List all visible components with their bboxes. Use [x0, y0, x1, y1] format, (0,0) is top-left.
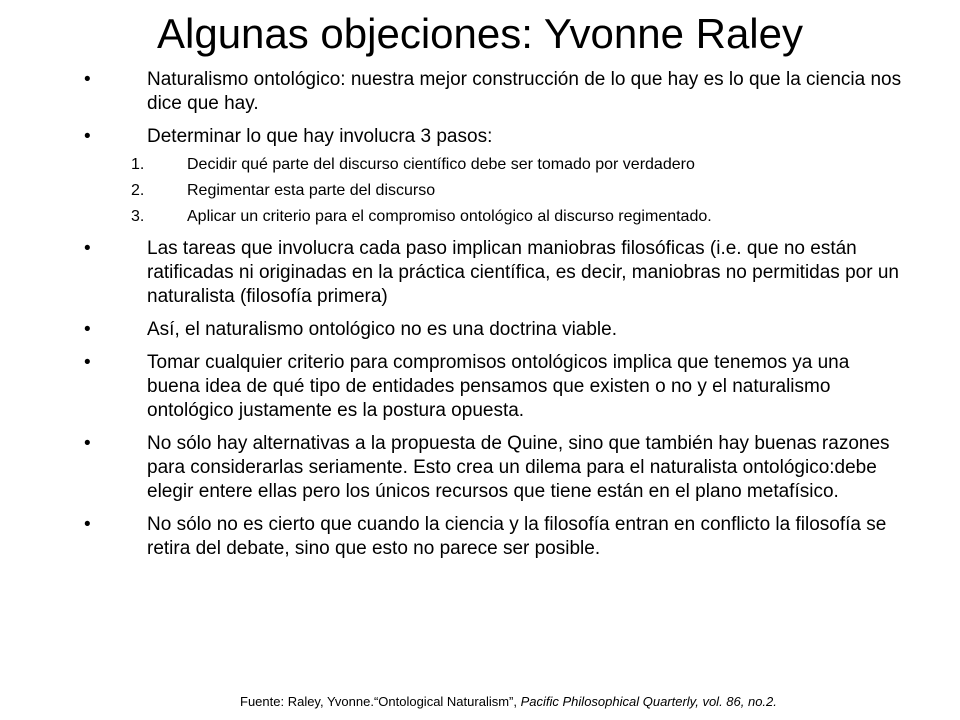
step-item	[84, 154, 904, 176]
bullet-icon: •	[84, 126, 91, 147]
step-text: Aplicar un criterio para el compromiso ontológico al discurso regimentado.	[187, 208, 712, 225]
bullet-list	[84, 68, 904, 149]
bullet-icon: •	[84, 238, 91, 259]
bullet-item	[84, 351, 904, 423]
bullet-icon: •	[84, 319, 91, 340]
step-number: 1.	[131, 156, 145, 173]
bullet-list	[84, 237, 904, 561]
source-journal: Pacific Philosophical Quarterly, vol. 86, no.2.	[520, 694, 777, 709]
bullet-text: Determinar lo que hay involucra 3 pasos:	[147, 126, 493, 147]
step-item	[84, 206, 904, 228]
source-text: Fuente: Raley, Yvonne.“Ontological Naturalism”,	[240, 694, 521, 709]
bullet-item	[84, 513, 904, 561]
bullet-item	[84, 125, 904, 149]
bullet-text: Así, el naturalismo ontológico no es una doctrina viable.	[147, 319, 617, 340]
bullet-item	[84, 68, 904, 116]
bullet-text: No sólo no es cierto que cuando la ciencia y la filosofía entran en conflicto la filosofía se retira del debate, sino que esto no parece ser posible.	[147, 514, 887, 559]
source-citation	[240, 693, 777, 711]
bullet-icon: •	[84, 352, 91, 373]
step-number: 2.	[131, 182, 145, 199]
bullet-item	[84, 432, 904, 504]
bullet-icon: •	[84, 433, 91, 454]
slide-title: Algunas objeciones: Yvonne Raley	[156, 10, 804, 57]
bullet-item	[84, 318, 904, 342]
step-item	[84, 180, 904, 202]
bullet-text: Tomar cualquier criterio para compromisos ontológicos implica que tenemos ya una buena idea de qué tipo de entidades pensamos que existen o no y el naturalismo ontológico justamente es la postura opuesta.	[147, 352, 850, 421]
bullet-icon: •	[84, 69, 91, 90]
bullet-text: Las tareas que involucra cada paso implican maniobras filosóficas (i.e. que no están ratificadas ni originadas en la práctica científica, es decir, maniobras no permitidas por un naturalista (filosofía primera)	[147, 238, 899, 307]
step-text: Regimentar esta parte del discurso	[187, 182, 436, 199]
bullet-text: Naturalismo ontológico: nuestra mejor construcción de lo que hay es lo que la ciencia nos dice que hay.	[147, 69, 902, 114]
bullet-text: No sólo hay alternativas a la propuesta de Quine, sino que también hay buenas razones para considerarlas seriamente. Esto crea un dilema para el naturalista ontológico:debe elegir entere ellas pero los únicos recursos que tiene están en el plano metafísico.	[147, 433, 890, 502]
step-text: Decidir qué parte del discurso científico debe ser tomado por verdadero	[187, 156, 695, 173]
bullet-icon: •	[84, 514, 91, 535]
numbered-steps-list	[84, 154, 904, 228]
bullet-item	[84, 237, 904, 309]
slide-body	[84, 68, 904, 570]
step-number: 3.	[131, 208, 145, 225]
